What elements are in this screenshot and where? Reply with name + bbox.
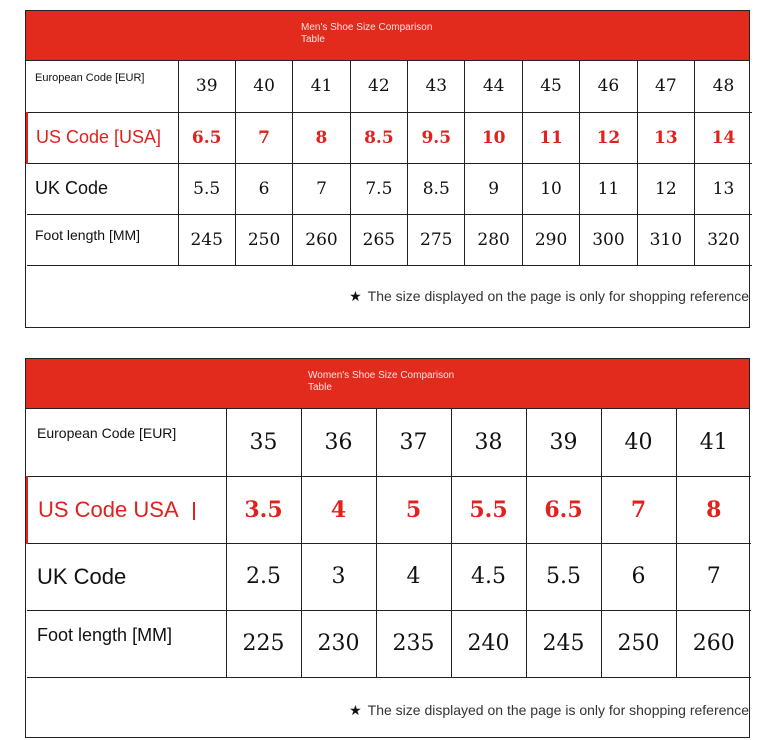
foot-length-cell: 320	[695, 214, 752, 265]
foot-length-cell: 310	[637, 214, 694, 265]
uk-size-cell: 2.5	[226, 543, 301, 610]
us-row-label: US Code [USA]	[27, 112, 178, 163]
eur-size-cell: 48	[695, 61, 752, 112]
eur-size-cell: 44	[465, 61, 522, 112]
womens-size-grid	[26, 409, 751, 678]
us-size-cell: 14	[695, 112, 752, 163]
us-size-cell: 6.5	[526, 476, 601, 543]
us-size-cell: 8	[293, 112, 350, 163]
eur-size-cell: 41	[293, 61, 350, 112]
uk-row	[27, 543, 751, 610]
us-size-cell: 10	[465, 112, 522, 163]
foot-length-cell: 225	[226, 610, 301, 677]
foot-length-cell: 245	[178, 214, 235, 265]
uk-size-cell: 7	[293, 163, 350, 214]
note-text: The size displayed on the page is only for shopping reference	[367, 701, 749, 718]
foot-length-cell: 280	[465, 214, 522, 265]
uk-size-cell: 11	[580, 163, 637, 214]
us-row	[27, 476, 751, 543]
uk-size-cell: 5.5	[178, 163, 235, 214]
us-size-cell: 13	[637, 112, 694, 163]
eur-row	[27, 61, 752, 112]
us-size-cell: 8.5	[350, 112, 407, 163]
uk-size-cell: 6	[601, 543, 676, 610]
foot-length-cell: 230	[301, 610, 376, 677]
uk-size-cell: 7	[676, 543, 751, 610]
uk-size-cell: 6	[235, 163, 292, 214]
foot-length-cell: 235	[376, 610, 451, 677]
us-row	[27, 112, 752, 163]
uk-size-cell: 12	[637, 163, 694, 214]
eur-size-cell: 35	[226, 409, 301, 476]
womens-size-table	[25, 358, 750, 738]
mens-table-banner	[26, 11, 749, 61]
eur-size-cell: 41	[676, 409, 751, 476]
womens-table-title: Women's Shoe Size Comparison Table	[308, 370, 455, 393]
us-size-cell: 6.5	[178, 112, 235, 163]
uk-size-cell: 4	[376, 543, 451, 610]
eur-row-label: European Code [EUR]	[27, 61, 178, 112]
womens-reference-note	[26, 678, 749, 740]
womens-table-banner	[26, 359, 749, 409]
note-text: The size displayed on the page is only for shopping reference	[367, 287, 749, 304]
us-size-cell: 3.5	[226, 476, 301, 543]
eur-size-cell: 37	[376, 409, 451, 476]
mens-table-title: Men's Shoe Size Comparison Table	[301, 22, 433, 45]
eur-size-cell: 36	[301, 409, 376, 476]
uk-row-label: UK Code	[27, 543, 226, 610]
uk-size-cell: 4.5	[451, 543, 526, 610]
us-size-cell: 7	[601, 476, 676, 543]
foot-length-cell: 240	[451, 610, 526, 677]
eur-size-cell: 42	[350, 61, 407, 112]
mens-size-table	[25, 10, 750, 328]
us-size-cell: 7	[235, 112, 292, 163]
foot-length-cell: 245	[526, 610, 601, 677]
red-marker	[193, 502, 195, 520]
mens-size-grid	[26, 61, 752, 266]
us-row-label-cell	[27, 476, 226, 543]
uk-size-cell: 13	[695, 163, 752, 214]
note-line	[349, 702, 749, 719]
us-size-cell: 11	[522, 112, 579, 163]
us-size-cell: 9.5	[408, 112, 465, 163]
eur-size-cell: 43	[408, 61, 465, 112]
foot-length-cell: 275	[408, 214, 465, 265]
foot-length-cell: 265	[350, 214, 407, 265]
star-icon: ★	[349, 287, 362, 304]
foot-length-row-label: Foot length [MM]	[27, 610, 226, 677]
mens-reference-note	[26, 266, 749, 328]
foot-length-cell: 250	[235, 214, 292, 265]
uk-size-cell: 7.5	[350, 163, 407, 214]
uk-size-cell: 10	[522, 163, 579, 214]
foot-length-row	[27, 610, 751, 677]
us-size-cell: 4	[301, 476, 376, 543]
eur-row	[27, 409, 751, 476]
eur-size-cell: 39	[178, 61, 235, 112]
foot-length-row	[27, 214, 752, 265]
uk-row	[27, 163, 752, 214]
uk-size-cell: 9	[465, 163, 522, 214]
eur-size-cell: 38	[451, 409, 526, 476]
eur-size-cell: 47	[637, 61, 694, 112]
eur-size-cell: 45	[522, 61, 579, 112]
eur-size-cell: 46	[580, 61, 637, 112]
us-size-cell: 5	[376, 476, 451, 543]
note-line	[349, 288, 749, 305]
us-size-cell: 12	[580, 112, 637, 163]
uk-size-cell: 5.5	[526, 543, 601, 610]
foot-length-cell: 260	[293, 214, 350, 265]
us-size-cell: 5.5	[451, 476, 526, 543]
foot-length-cell: 250	[601, 610, 676, 677]
eur-row-label: European Code [EUR]	[27, 409, 226, 476]
foot-length-cell: 260	[676, 610, 751, 677]
us-row-label: US Code USA	[38, 496, 179, 522]
uk-size-cell: 3	[301, 543, 376, 610]
uk-size-cell: 8.5	[408, 163, 465, 214]
foot-length-cell: 290	[522, 214, 579, 265]
eur-size-cell: 39	[526, 409, 601, 476]
foot-length-row-label: Foot length [MM]	[27, 214, 178, 265]
star-icon: ★	[349, 701, 362, 718]
eur-size-cell: 40	[235, 61, 292, 112]
eur-size-cell: 40	[601, 409, 676, 476]
us-size-cell: 8	[676, 476, 751, 543]
uk-row-label: UK Code	[27, 163, 178, 214]
foot-length-cell: 300	[580, 214, 637, 265]
